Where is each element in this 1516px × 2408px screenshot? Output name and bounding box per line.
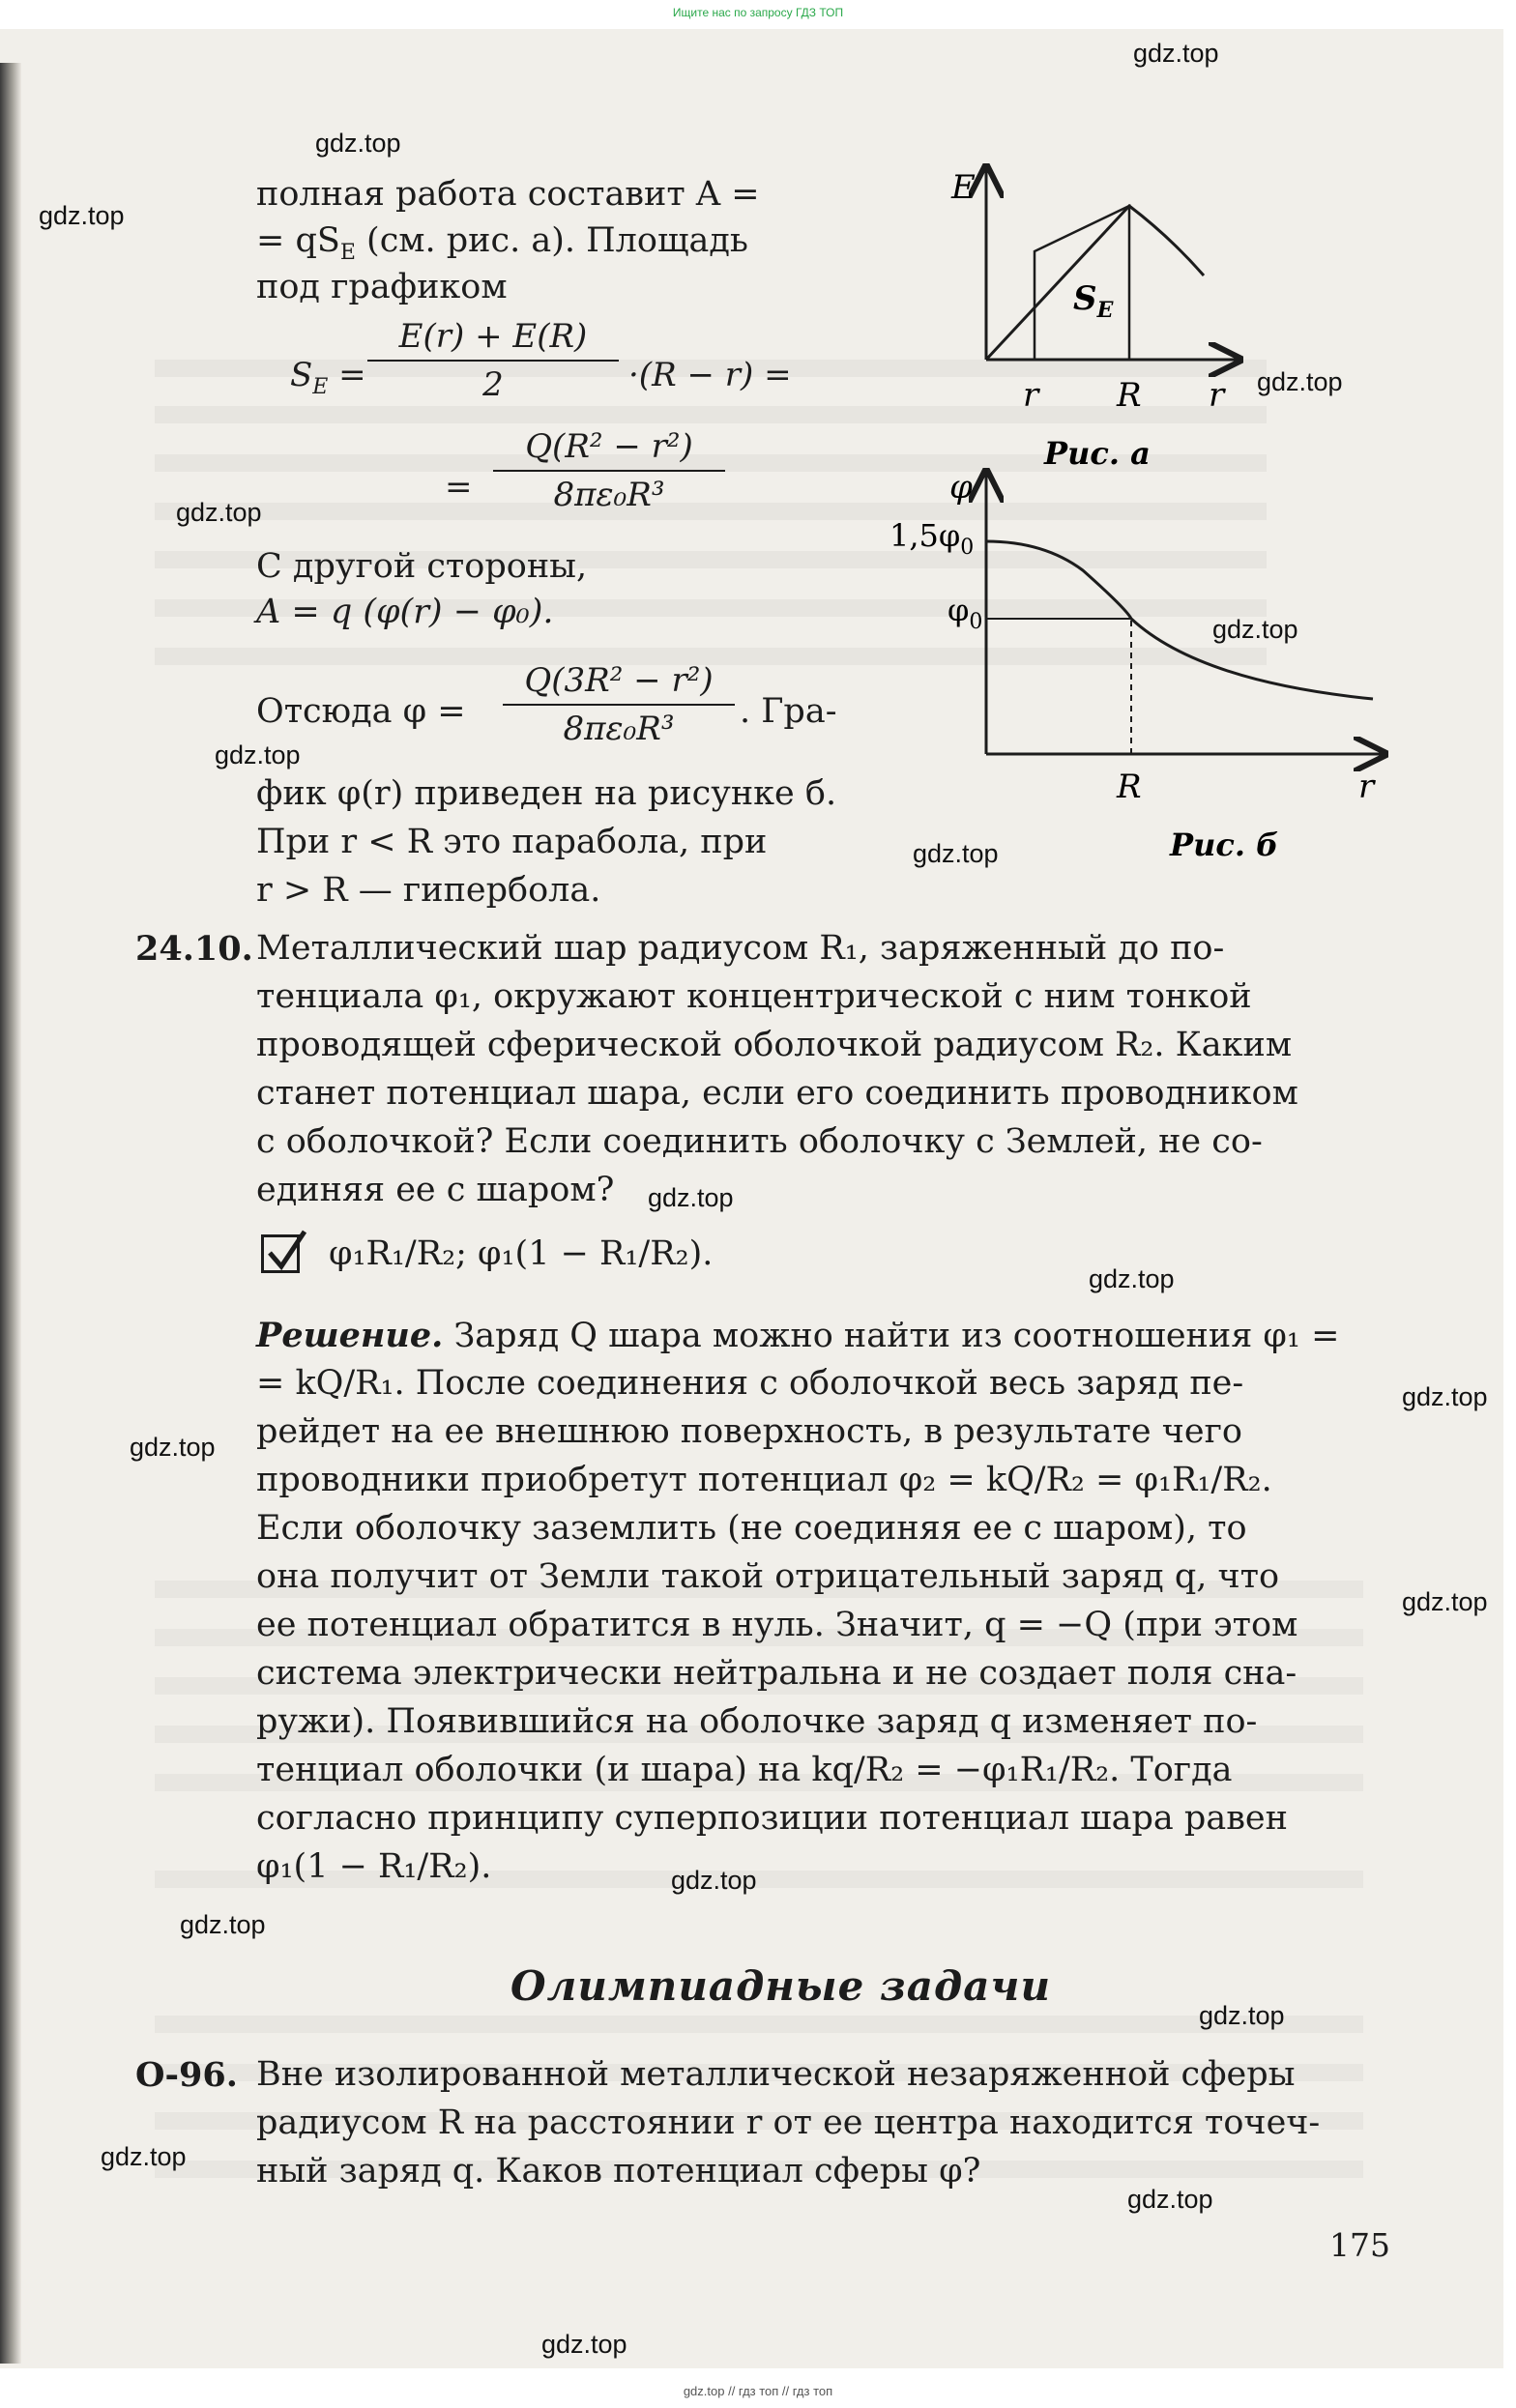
figure-b-label-r: r [1358,768,1375,806]
problem-line: Металлический шар радиусом R₁, заряженный до по- [256,929,1225,968]
solution-line: ее потенциал обратится в нуль. Значит, q = −Q (при этом [256,1606,1298,1644]
figure-b-label-R: R [1117,768,1142,806]
figure-b-label-level-low: $\varphi_0$ [948,592,983,634]
figure-b-label-level-high: $1,5\varphi_0$ [889,517,975,560]
formula-q-fraction [493,427,725,514]
problem-line: станет потенциал шара, если его соединить проводником [256,1074,1298,1113]
solution-line: она получит от Земли такой отрицательный заряд q, что [256,1557,1280,1596]
page-number: 175 [1329,2226,1390,2264]
figure-b-caption: Рис. б [1170,827,1279,863]
solution-line: Если оболочку заземлить (не соединяя ее с шаром), то [256,1509,1247,1548]
checkmark-icon [261,1234,300,1273]
watermark: gdz.top [648,1183,734,1212]
fraction-denominator: 2 [482,365,504,404]
watermark: gdz.top [541,2330,627,2359]
figure-a-caption: Рис. а [1044,435,1151,472]
formula-q-eq: = [445,468,473,507]
figure-b-label-phi: φ [949,468,973,507]
watermark: gdz.top [1212,615,1298,644]
watermark: gdz.top [913,839,999,868]
formula-se-left: $S_E$ = [290,356,366,399]
problem-line: Вне изолированной металлической незаряженной сферы [256,2055,1296,2094]
watermark: gdz.top [130,1433,216,1462]
watermark: gdz.top [176,498,262,527]
figure-a-label-R: R [1117,376,1142,415]
solution-line: согласно принципу суперпозиции потенциал шара равен [256,1799,1288,1838]
fraction-numerator: Q(R² − r²) [493,427,725,472]
fraction-denominator: 8πε₀R³ [563,710,675,748]
bottom-banner[interactable]: gdz.top // гдз топ // гдз топ [683,2384,833,2398]
text-line: С другой стороны, [256,547,588,586]
figure-a-label-r: r [1209,376,1225,415]
problem-line: проводящей сферической оболочкой радиусом R₂. Каким [256,1026,1293,1064]
solution-line: ружи). Появившийся на оболочке заряд q изменяет по- [256,1702,1258,1741]
watermark: gdz.top [315,129,401,158]
top-banner[interactable]: Ищите нас по запросу ГДЗ ТОП [672,6,844,19]
text-line: = $qS_E$ (см. рис. а). Площадь [256,221,748,265]
figure-b-curve [986,541,1373,699]
watermark: gdz.top [1257,367,1343,396]
watermark: gdz.top [215,740,301,769]
watermark: gdz.top [180,1910,266,1939]
watermark: gdz.top [1402,1587,1488,1616]
problem-number: О-96. [135,2055,238,2095]
text-line: A = q (φ(r) − φ₀). [256,593,554,631]
problem-line: с оболочкой? Если соединить оболочку с Землей, не со- [256,1122,1263,1161]
solution-first-line: Решение. Заряд Q шара можно найти из соотношения φ₁ = [256,1316,1340,1355]
solution-line: = kQ/R₁. После соединения с оболочкой весь заряд пе- [256,1364,1244,1403]
watermark: gdz.top [1199,2001,1285,2030]
formula-se-fraction [367,317,619,404]
figure-a-label-S: $S_E$ [1073,279,1114,323]
fraction-numerator: Q(3R² − r²) [503,661,735,706]
solution-line: проводники приобретут потенциал φ₂ = kQ/R₂ = φ₁R₁/R₂. [256,1461,1272,1499]
problem-number: 24.10. [135,929,253,969]
watermark: gdz.top [39,201,125,230]
figure-a-label-E: E [951,168,976,207]
fraction-denominator: 8πε₀R³ [553,476,665,514]
problem-line: радиусом R на расстоянии r от ее центра находится точеч- [256,2103,1321,2142]
text-line: фик φ(r) приведен на рисунке б. [256,774,837,813]
formula-phi-fraction [503,661,735,748]
figure-b [889,464,1392,870]
problem-line: ный заряд q. Каков потенциал сферы φ? [256,2152,981,2190]
text-line: . Гра- [740,692,837,731]
watermark: gdz.top [1127,2185,1213,2214]
fraction-numerator: E(r) + E(R) [367,317,619,362]
solution-line: φ₁(1 − R₁/R₂). [256,1847,492,1886]
formula-se-tail: ·(R − r) = [628,356,792,394]
watermark: gdz.top [101,2142,187,2171]
watermark: gdz.top [671,1866,757,1895]
book-spine-shadow [0,63,21,2364]
solution-line: система электрически нейтральна и не создает поля сна- [256,1654,1297,1693]
text-line: r > R — гипербола. [256,871,601,910]
watermark: gdz.top [1133,39,1219,68]
problem-line: тенциала φ₁, окружают концентрической с ним тонкой [256,977,1252,1016]
text-line: При r < R это парабола, при [256,823,768,861]
answer: φ₁R₁/R₂; φ₁(1 − R₁/R₂). [329,1234,714,1273]
text-line: Отсюда φ = [256,692,466,731]
figure-a-label-r: r [1023,376,1039,415]
watermark: gdz.top [1402,1382,1488,1411]
section-heading: Олимпиадные задачи [510,1962,1051,2010]
text-line: под графиком [256,268,508,306]
watermark: gdz.top [1089,1264,1175,1293]
text-line: полная работа составит A = [256,175,760,214]
solution-line: тенциал оболочки (и шара) на kq/R₂ = −φ₁R₁/R₂. Тогда [256,1751,1233,1789]
problem-line: единяя ее с шаром? [256,1171,615,1209]
solution-line: рейдет на ее внешнюю поверхность, в результате чего [256,1412,1242,1451]
